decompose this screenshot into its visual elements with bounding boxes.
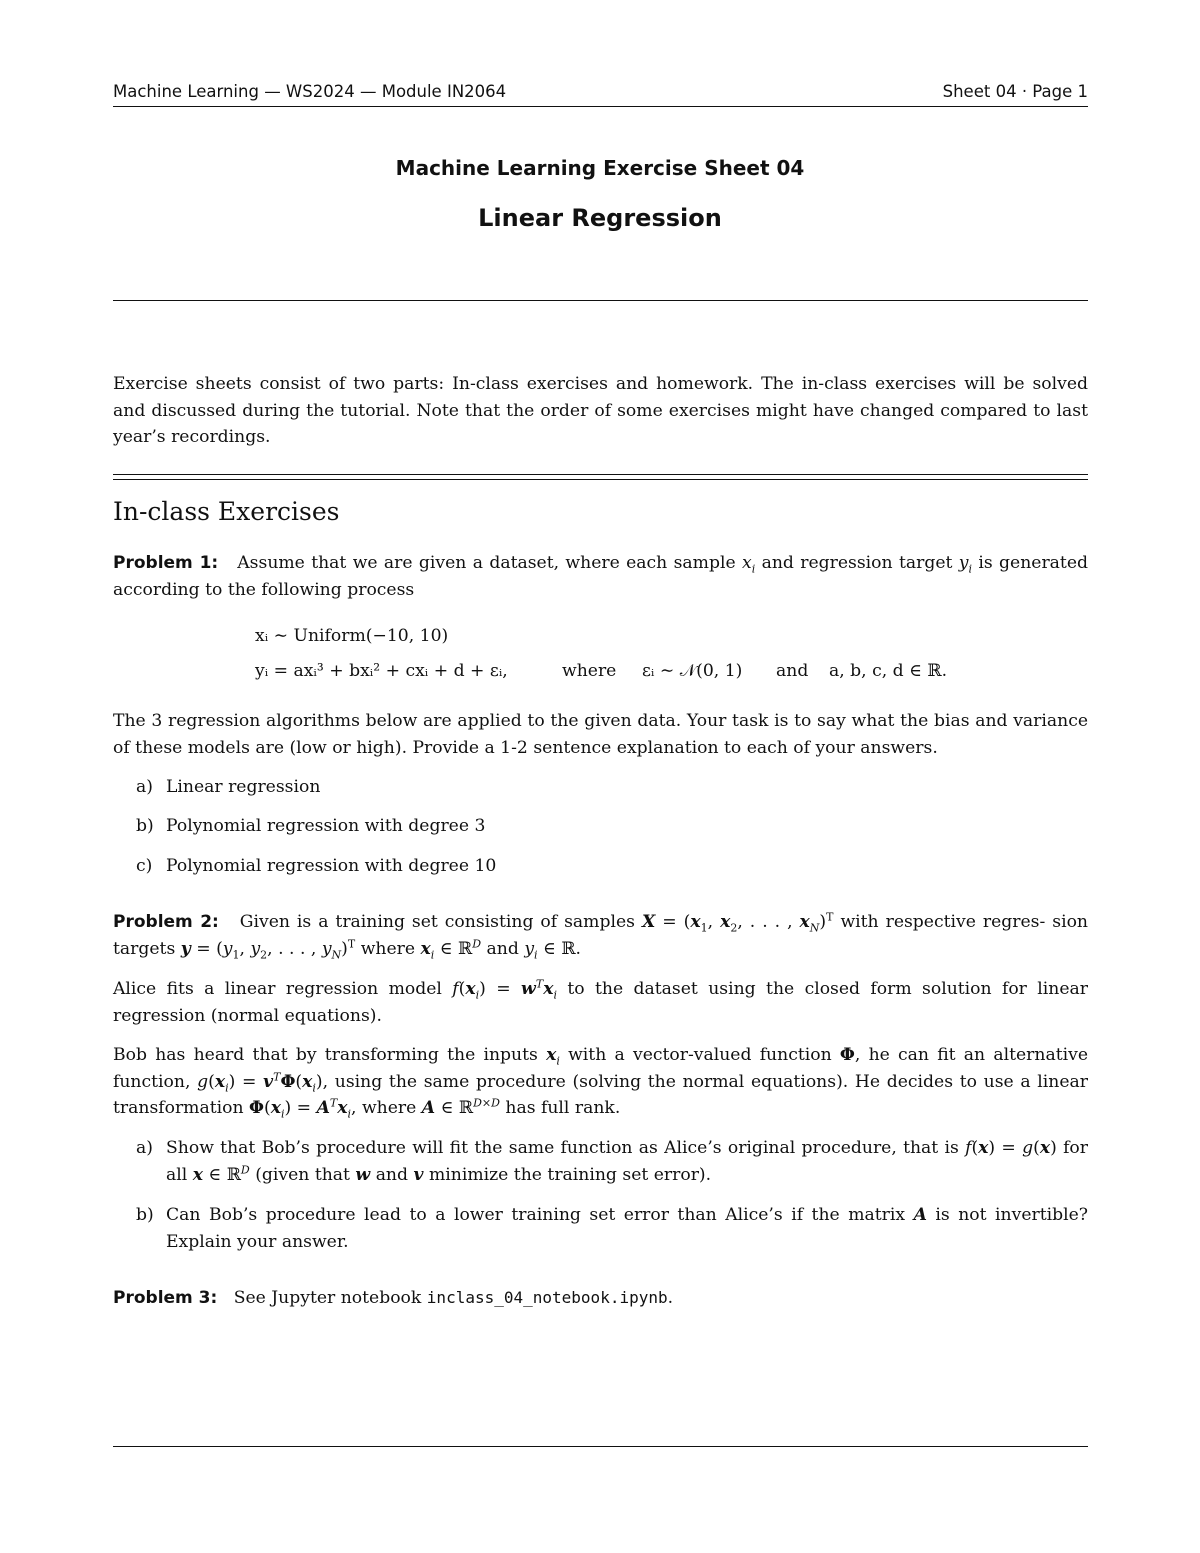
problem2-text: , he can fit an alternative function, [113, 1045, 1088, 1092]
equation-1: xᵢ ∼ Uniform(−10, 10) [255, 626, 449, 646]
problem2-label: Problem 2: [113, 912, 219, 932]
problem2-text: and [486, 938, 519, 959]
problem2-text: where [360, 938, 416, 959]
list-item-text: Polynomial regression with degree 3 [166, 816, 486, 836]
footer-rule [113, 1446, 1088, 1447]
problem1-text-a: Assume that we are given a dataset, where each sample [237, 553, 736, 573]
math-x-i-bold: x [546, 1045, 557, 1065]
item-text: for all [166, 1138, 1088, 1185]
problem2-text: sion targets [113, 912, 1089, 959]
equation-2-noise: εᵢ ∼ 𝒩(0, 1) [642, 661, 743, 681]
equation-2-params: a, b, c, d ∈ ℝ. [829, 661, 948, 681]
list-item [136, 813, 486, 840]
double-rule-top [113, 474, 1088, 475]
problem2-text: Bob has heard that by transforming the inputs [113, 1045, 538, 1065]
problem2-text: to the dataset using the closed form solution for linear regression (normal equations). [113, 979, 1088, 1026]
math-phi-def: Φ [249, 1098, 265, 1118]
list-item-text: Polynomial regression with degree 10 [166, 856, 497, 876]
math-x-i: $x_i$ [742, 553, 756, 576]
item-text: Can Bob’s procedure lead to a lower training set error than Alice’s if the matrix [166, 1205, 906, 1225]
sheet-title: Machine Learning Exercise Sheet 04 [395, 156, 805, 180]
problem2-text: Given is a training set consisting of samples [239, 912, 635, 932]
sheet-subtitle: Linear Regression [478, 204, 722, 232]
math-g-model: g [197, 1071, 209, 1092]
list-item-label: a) [136, 1138, 153, 1158]
header-left: Machine Learning — WS2024 — Module IN2064 [113, 82, 507, 101]
problem2-paragraph-2: Alice fits a linear regression model $f(x_i) = w^Tx_i$ to the dataset using the closed form solution for linear regression (normal equations). [113, 977, 1088, 1026]
math-x-i-bold: x [420, 938, 431, 959]
list-item-text: Linear regression [166, 777, 321, 797]
section-title: In-class Exercises [113, 497, 340, 526]
problem2-paragraph-1: Problem 2: Given is a training set consisting of samples $X = (x_1$, $x_2$, . . . , $x_N)^T$ with respective regres- sion targets $y = (y_1$, $y_2$, . . . , $y_N)^T$ where $x_i$ ∈ ℝ$^D$ and $y_i$ ∈ ℝ. [113, 910, 1089, 961]
item-text: is not invertible? Explain your answer. [166, 1205, 1088, 1252]
problem1-after: The 3 regression algorithms below are applied to the given data. Your task is to say what the bias and variance of these models are (low or high). Provide a 1-2 sentence explanation to each of your answers. [113, 711, 1088, 758]
list-item-label: b) [136, 1205, 154, 1225]
item-text: Show that Bob’s procedure will fit the same function as Alice’s original procedure, that is [166, 1138, 959, 1158]
list-item-text: Can Bob’s procedure lead to a lower training set error than Alice’s if the matrix A is not invertible? Explain your answer. [166, 1205, 1088, 1252]
item-text: (given that [255, 1164, 350, 1185]
problem3-label: Problem 3: [113, 1288, 218, 1308]
problem2-paragraph-3: Bob has heard that by transforming the inputs $x_i$ with a vector-valued function Φ, he can fit an alternative function, $g(x_i) = v^T\Phi(x_i)$, using the same procedure (solving the normal equations). He decides to use a linear transformation $\Phi(x_i) = A^Tx_i$, where A ∈ ℝ$^{D\times D}$ has full rank. [113, 1045, 1089, 1121]
math-X-def: X [641, 912, 656, 932]
list-item [136, 1202, 1088, 1252]
problem2-text: Alice fits a linear regression model [113, 979, 442, 999]
equation-2-and: and [776, 661, 809, 681]
intro-paragraph: Exercise sheets consist of two parts: In-class exercises and homework. The in-class exercises will be solved and discussed during the tutorial. Note that the order of some exercises might have changed compared to last year’s recordings. [113, 374, 1088, 447]
list-item-label: b) [136, 816, 154, 836]
problem2-text: with a vector-valued function [568, 1045, 832, 1065]
list-item [136, 853, 497, 880]
notebook-filename: inclass_04_notebook.ipynb [426, 1288, 668, 1307]
list-item [136, 774, 321, 801]
problem3-text: See Jupyter notebook [233, 1288, 422, 1308]
math-y-i: y [524, 938, 535, 959]
list-item [136, 1135, 1088, 1185]
math-y-i: $y_i$ [958, 553, 973, 576]
item-text: and [375, 1164, 409, 1185]
item-text: minimize the training set error). [428, 1164, 712, 1185]
problem3-end: . [667, 1288, 674, 1308]
header-right: Sheet 04 · Page 1 [942, 82, 1088, 101]
problem2-text: with respective regres- [840, 912, 1046, 932]
title-rule [113, 300, 1088, 301]
problem1-text-c: is generated according to the following process [113, 553, 1089, 600]
problem2-text: , using the same procedure (solving the normal equations). He decides to use a linear transformation [113, 1071, 1089, 1118]
double-rule-bottom [113, 479, 1088, 480]
problem1-paragraph [113, 550, 1088, 603]
equation-2-where: where [562, 661, 617, 681]
list-item-label: c) [136, 856, 153, 876]
math-A: A [421, 1098, 436, 1118]
problem1-label: Problem 1: [113, 553, 219, 573]
header-rule [113, 106, 1088, 107]
problem2-text: has full rank. [505, 1098, 621, 1118]
problem3-paragraph [113, 1285, 1088, 1312]
math-phi: Φ [839, 1045, 855, 1065]
math-f-model: f [452, 979, 459, 999]
list-item-label: a) [136, 777, 153, 797]
problem2-text: , where [351, 1098, 417, 1118]
equation-2-lhs: yᵢ = axᵢ³ + bxᵢ² + cxᵢ + d + εᵢ, [255, 661, 508, 681]
list-item-text: Show that Bob’s procedure will fit the same function as Alice’s original procedure, that is f(x) = g(x) for all x ∈ ℝ$^D$ (given that w and v minimize the training set error). [166, 1138, 1088, 1185]
math-y-def: y [180, 938, 191, 959]
problem1-text-b: and regression target [761, 553, 953, 573]
